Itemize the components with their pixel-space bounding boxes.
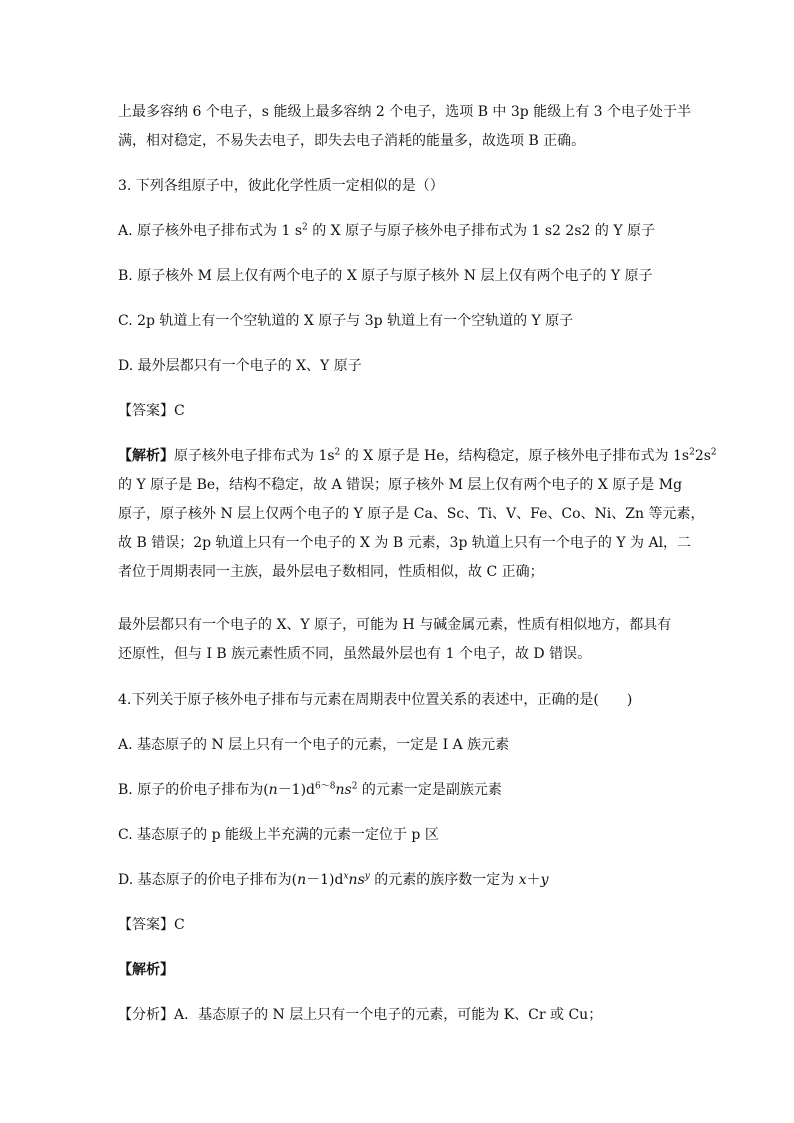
q3-explanation-line-4: 故 B 错误；2p 轨道上只有一个电子的 X 为 B 元素，3p 轨道上只有一个电子的 Y 为 Al，二 [118,535,692,551]
q4-option-c: C. 基态原子的 p 能级上半充满的元素一定位于 p 区 [118,827,439,843]
q3-explanation-line-7: 还原性，但与 I B 族元素性质不同，虽然最外层也有 1 个电子，故 D 错误。 [118,646,592,662]
q3-explanation-line-6: 最外层都只有一个电子的 X、Y 原子，可能为 H 与碱金属元素，性质有相似地方，都具有 [118,617,672,633]
q3-explanation-line-3: 原子，原子核外 N 层上仅两个电子的 Y 原子是 Ca、Sc、Ti、V、Fe、Co、Ni、Zn 等元素， [118,506,705,522]
question-4-stem: 4.下列关于原子核外电子排布与元素在周期表中位置关系的表述中，正确的是( ) [118,692,633,708]
continuation-line-2: 满，相对稳定，不易失去电子，即失去电子消耗的能量多，故选项 B 正确。 [118,133,586,149]
q3-option-d: D. 最外层都只有一个电子的 X、Y 原子 [118,358,362,374]
q4-option-a: A. 基态原子的 N 层上只有一个电子的元素，一定是 I A 族元素 [118,737,510,753]
q4-explanation-label: 【解析】 [118,962,174,978]
q3-explanation-line-5: 者位于周期表同一主族，最外层电子数相同，性质相似，故 C 正确； [118,564,544,580]
explanation-label: 【解析】 [118,448,174,464]
q3-option-b: B. 原子核外 M 层上仅有两个电子的 X 原子与原子核外 N 层上仅有两个电子的 Y 原子 [118,268,653,284]
q4-option-b: B. 原子的价电子排布为$(n-1)d^{6\sim 8}ns^2$ 的元素一定是副族元素 [118,781,502,798]
question-3-stem: 3. 下列各组原子中，彼此化学性质一定相似的是（） [118,178,444,194]
q3-explanation-line-2: 的 Y 原子是 Be，结构不稳定，故 A 错误；原子核外 M 层上仅有两个电子的 X 原子是 Mg [118,477,683,493]
q3-option-a: A. 原子核外电子排布式为 1 $s^2$ 的 X 原子与原子核外电子排布式为 1 s2 2s2 的 Y 原子 [118,222,656,239]
q4-option-d: D. 基态原子的价电子排布为$(n-1)d^xns^y$ 的元素的族序数一定为 x＋y [118,871,549,888]
q3-answer: 【答案】C [118,403,185,419]
q3-explanation-line-1: 【解析】原子核外电子排布式为 $1s^2$ 的 X 原子是 He，结构稳定，原子核外电子排布式为 $1s^22s^2$ [118,447,717,464]
q4-answer: 【答案】C [118,917,185,933]
q3-option-c: C. 2p 轨道上有一个空轨道的 X 原子与 3p 轨道上有一个空轨道的 Y 原子 [118,313,574,329]
continuation-line-1: 上最多容纳 6 个电子，s 能级上最多容纳 2 个电子，选项 B 中 3p 能级上有 3 个电子处于半 [118,104,692,120]
q4-analysis: 【分析】A．基态原子的 N 层上只有一个电子的元素，可能为 K、Cr 或 Cu； [118,1007,603,1023]
